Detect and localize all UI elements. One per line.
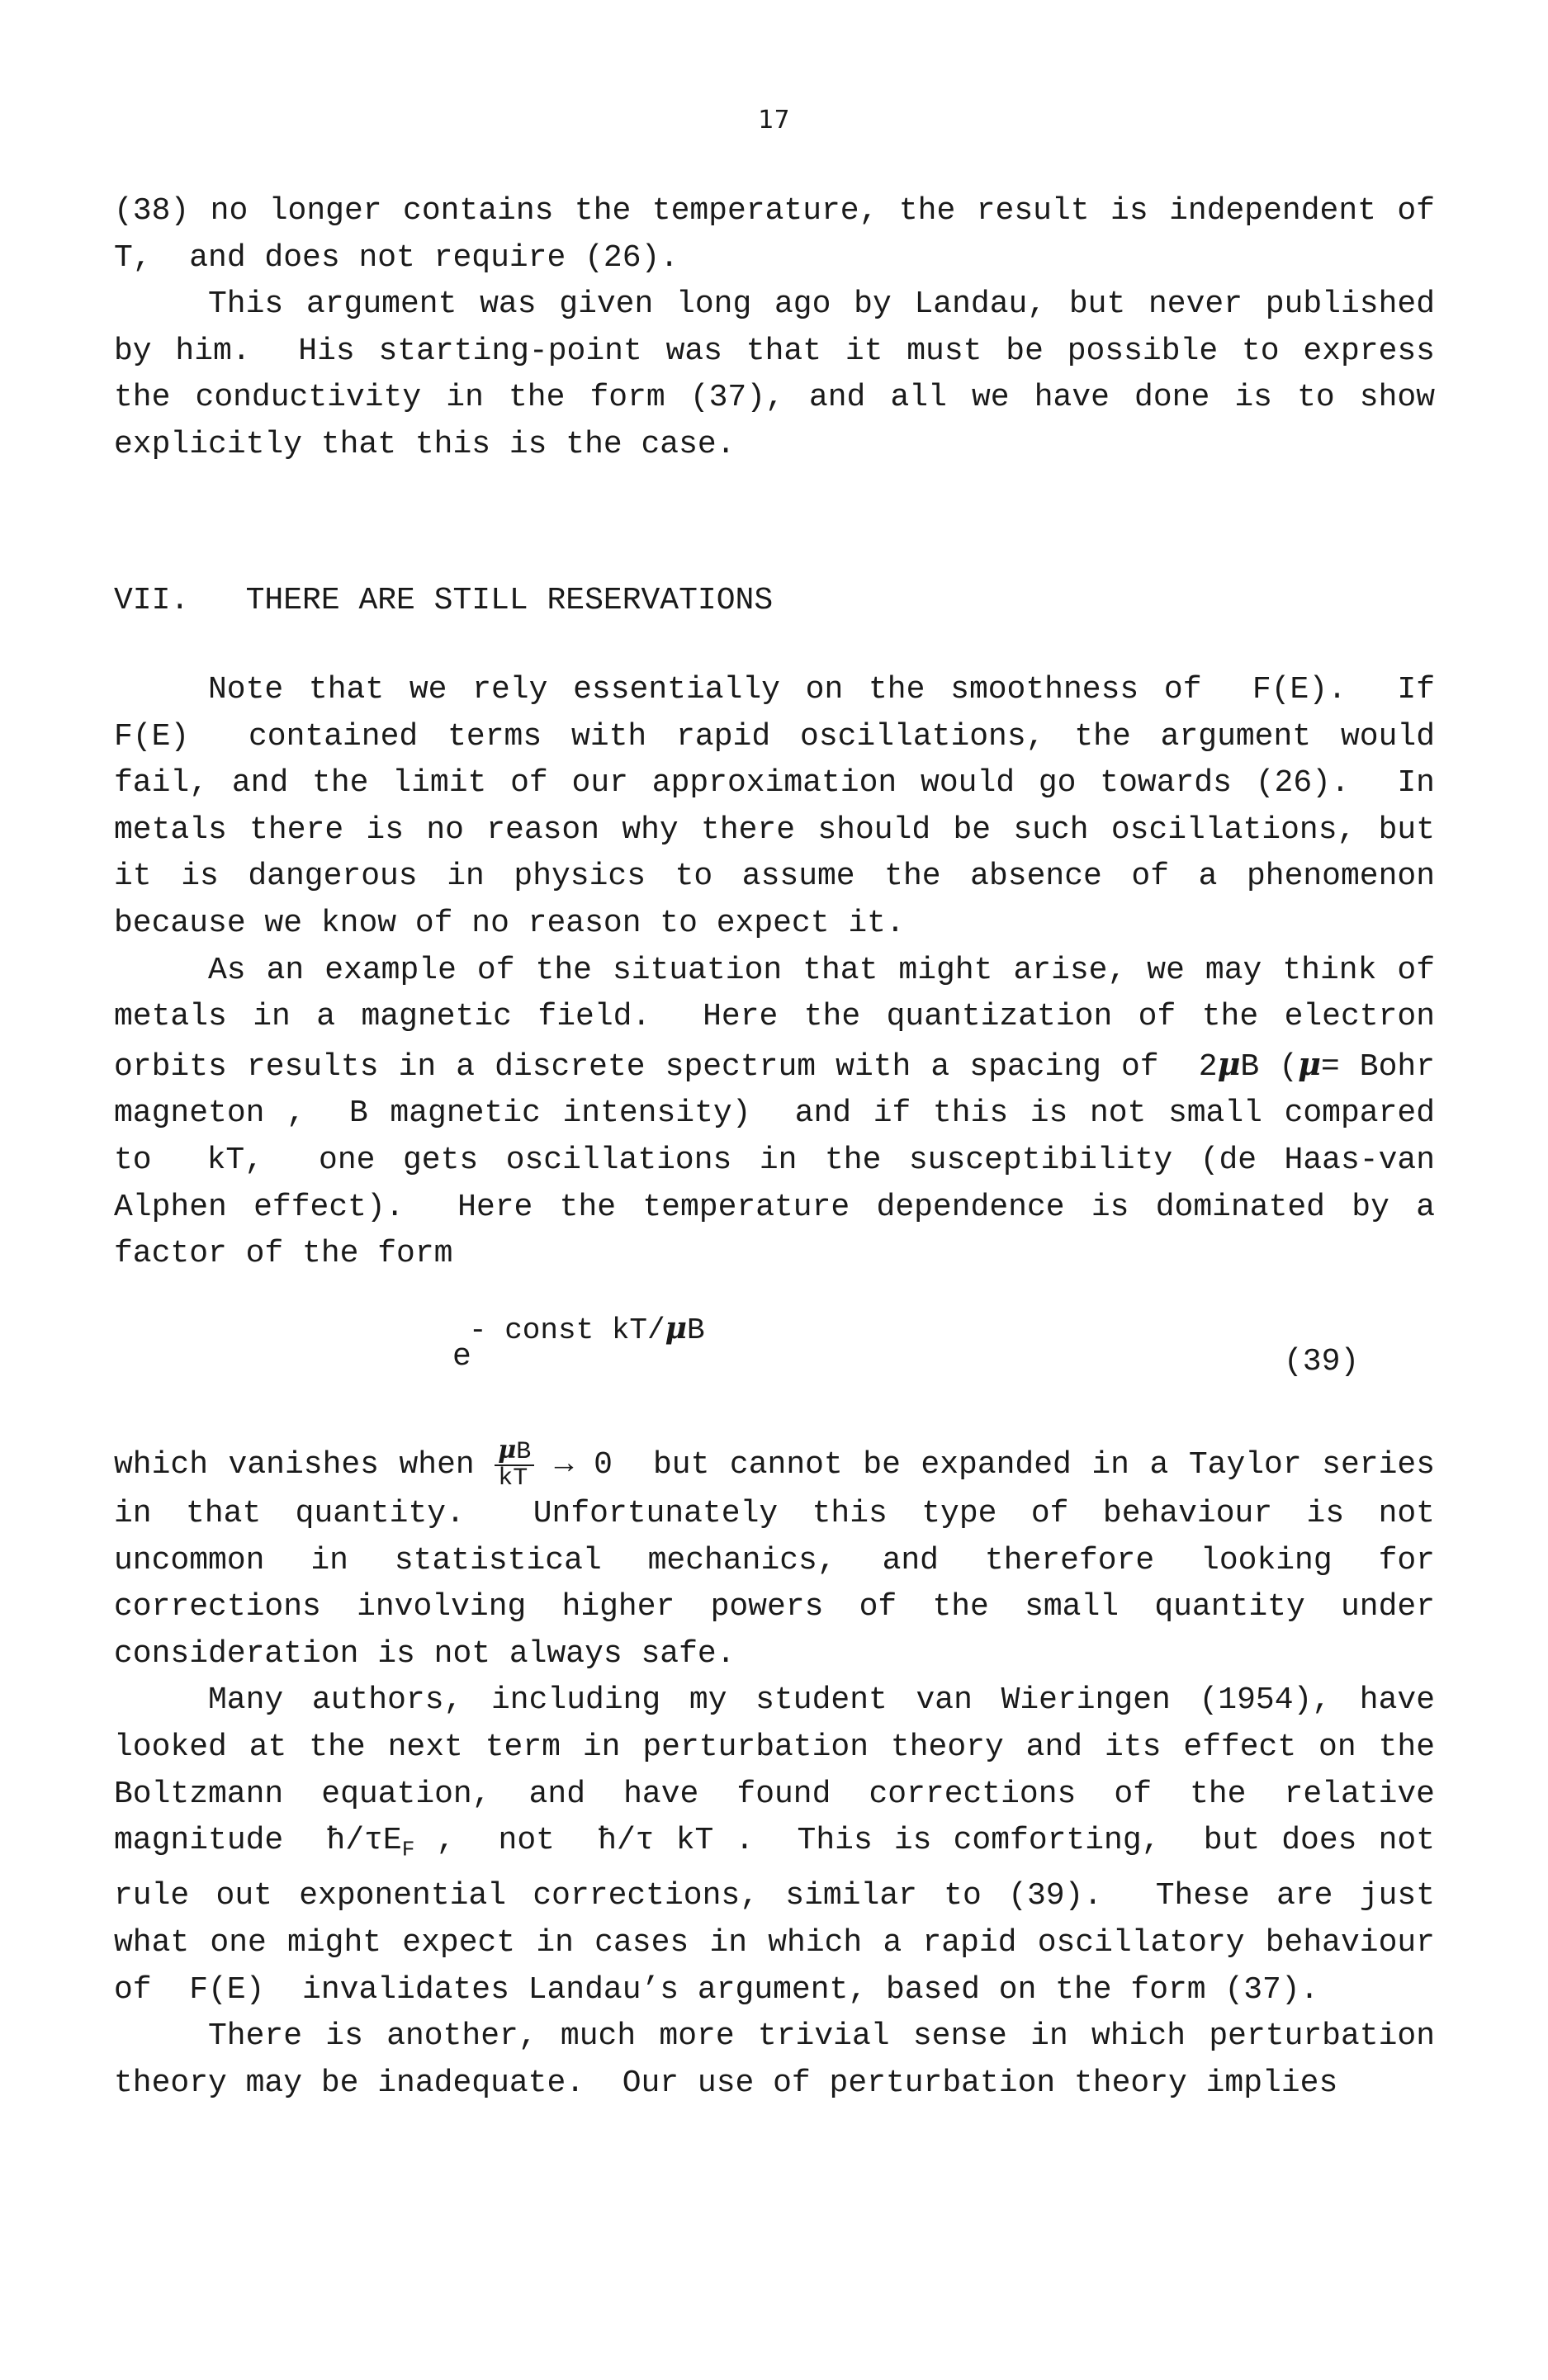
authors-text-2: , not ħ/τ kT . This is comforting, but does not rule out exponential corrections, similar to (39). These are just what one might expect in cases in which a rapid oscillatory behaviour of F(E) invalidates Landau’s argument, based on the form (37).	[114, 1823, 1454, 2008]
text-block-top	[114, 188, 1473, 469]
equation-exponent	[469, 1311, 705, 1347]
example-text-2: B (	[1240, 1048, 1299, 1085]
paragraph-authors	[114, 1677, 1454, 2013]
subscript-f: F	[401, 1837, 415, 1862]
paragraph-vanish	[114, 1436, 1454, 1677]
paragraph-example	[114, 948, 1454, 1278]
text-block-middle	[114, 667, 1454, 1278]
fraction-denominator: kT	[498, 1464, 528, 1493]
fraction-mu-b-over-kt	[495, 1438, 534, 1491]
vanish-text-2: → 0 but cannot be expanded in a Taylor series in that quantity. Unfortunately this type of behaviour is not uncommon in statistical mechanics, and therefore looking for corrections involving higher powers of the small quantity under consideration is not always safe.	[114, 1447, 1454, 1672]
text-block-bottom	[114, 1436, 1454, 2107]
exponent-tail: B	[687, 1313, 705, 1347]
equation-number: (39)	[1284, 1344, 1360, 1379]
paragraph-smoothness: Note that we rely essentially on the smoothness of F(E). If F(E) contained terms with rapid oscillations, the argument would fail, and the limit of our approximation would go towards (26). In metals there is no reason why there should be such oscillations, but it is dangerous in physics to assume the absence of a phenomenon because we know of no reason to expect it.	[114, 672, 1454, 941]
paragraph-landau: This argument was given long ago by Landau, but never published by him. His starting-point was that it must be possible to express the conductivity in the form (37), and all we have done is to show explicitly that this is the case.	[114, 286, 1454, 462]
page-number: 17	[758, 106, 790, 135]
mu-symbol: μ	[1217, 1044, 1241, 1082]
authors-text-1: Many authors, including my student van Wieringen (1954), have looked at the next term in perturbation theory and its effect on the Boltzmann equation, and have found corrections of the relative magnitude ħ/τE	[114, 1682, 1454, 1859]
fraction-numerator-tail: B	[516, 1438, 532, 1466]
equation-base: e	[452, 1339, 471, 1375]
paragraph-trivial: There is another, much more trivial sense in which perturbation theory may be inadequate. Our use of perturbation theory implies	[114, 2018, 1454, 2101]
example-text-1: As an example of the situation that might arise, we may think of metals in a magnetic field. Here the quantization of the electron orbits results in a discrete spectrum with a spacing of 2	[114, 952, 1454, 1085]
exponent-text: - const kT/	[469, 1313, 665, 1347]
mu-symbol: μ	[665, 1311, 687, 1346]
example-text-3: = Bohr magneton , B magnetic intensity) and if this is not small compared to kT, one gets oscillations in the susceptibility (de Haas-van Alphen effect). Here the temperature dependence is dominated by a factor of the form	[114, 1048, 1454, 1272]
mu-symbol: μ	[1298, 1044, 1321, 1082]
paragraph-continuation: (38) no longer contains the temperature, the result is independent of T, and does not require (26).	[114, 193, 1473, 276]
vanish-text-1: which vanishes when	[114, 1447, 495, 1483]
section-heading: VII. THERE ARE STILL RESERVATIONS	[114, 583, 774, 618]
mu-symbol: μ	[498, 1436, 517, 1464]
